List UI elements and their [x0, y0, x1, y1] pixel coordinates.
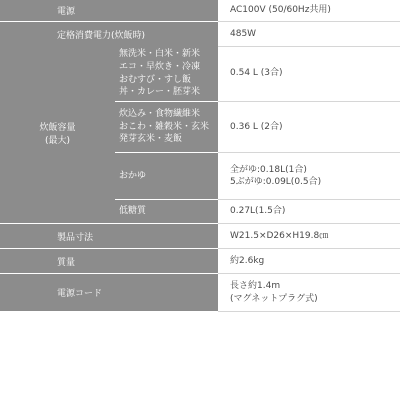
dimensions-label — [0, 224, 218, 248]
menu-line: 無洗米・白米・新米 — [119, 48, 201, 59]
menu-line: おこわ・雑穀米・玄米 — [119, 121, 210, 132]
capacity-group-porridge — [115, 153, 218, 199]
menu-line: おむすび・すし飯 — [119, 74, 192, 85]
menu-line: 丼・カレー・胚芽米 — [119, 87, 201, 98]
rated-power-label — [0, 22, 218, 46]
capacity-label — [0, 46, 115, 223]
capacity-group-low-carb — [115, 200, 218, 223]
cord-length: 長さ約1.4m — [230, 281, 281, 292]
rated-power-label-text: 定格消費電力(炊飯時) — [57, 30, 146, 41]
menu-line: 炊込み・食物繊維米 — [119, 108, 201, 119]
rated-power-value: 485W — [230, 28, 257, 39]
power-cord-label-cell-shown — [0, 274, 218, 311]
power-cord-value — [230, 274, 318, 311]
capacity-value-porridge — [230, 153, 321, 199]
divider — [218, 311, 400, 312]
capacity-label-line1: 炊飯容量 — [39, 122, 76, 133]
weight-label-text: 質量 — [57, 257, 76, 268]
weight-value: 約2.6kg — [230, 255, 265, 266]
capacity-value-white-rice: 0.54 L (3合) — [230, 68, 283, 79]
divider — [0, 311, 218, 312]
capacity-group-white-rice — [115, 46, 218, 101]
weight-label — [0, 249, 218, 273]
menu-line: エコ・早炊き・冷凍 — [119, 61, 201, 72]
dimensions-label-text: 製品寸法 — [57, 232, 94, 243]
power-cord-label-text: 電源コード — [57, 289, 103, 299]
capacity-label-line2: (最大) — [44, 135, 71, 146]
power-value: AC100V (50/60Hz共用) — [230, 5, 331, 16]
capacity-group-mixed-rice — [115, 102, 218, 152]
porridge-half: 5ぶがゆ:0.09L(0.5合) — [230, 177, 322, 187]
capacity-value-mixed-rice: 0.36 L (2合) — [230, 121, 283, 132]
menu-line: 発芽玄米・麦飯 — [119, 134, 183, 145]
capacity-value-low-carb: 0.27L(1.5合) — [230, 206, 286, 217]
menu-line: 低糖質 — [119, 206, 147, 217]
dimensions-value: W21.5×D26×H19.8㎝ — [230, 230, 329, 241]
power-label-text: 電源 — [57, 7, 76, 17]
porridge-full: 全がゆ:0.18L(1合) — [230, 164, 307, 175]
power-label — [0, 0, 218, 21]
menu-line: おかゆ — [119, 170, 147, 181]
cord-plug-type: (マグネットプラグ式) — [230, 293, 318, 304]
